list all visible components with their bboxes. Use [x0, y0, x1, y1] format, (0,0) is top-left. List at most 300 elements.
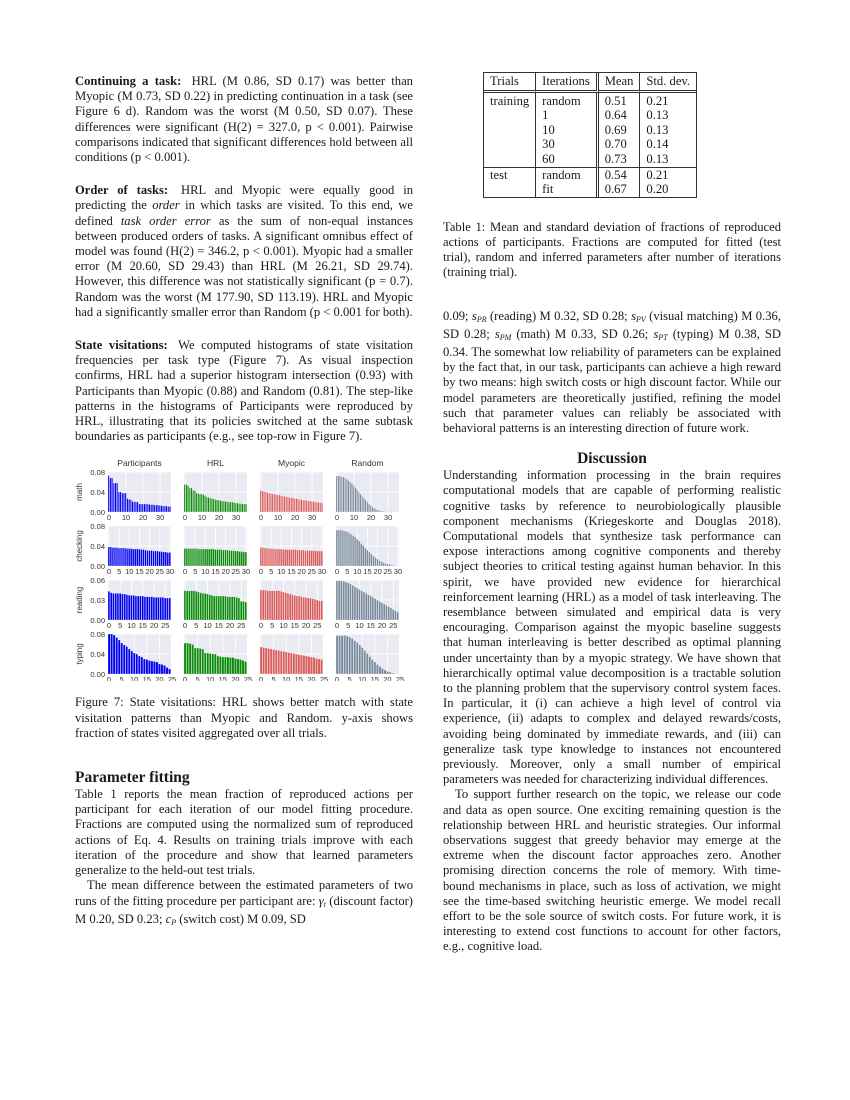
histogram-bar: [137, 502, 138, 512]
histogram-bar: [211, 499, 212, 513]
histogram-bar: [216, 500, 217, 512]
histogram-bar: [319, 551, 321, 566]
histogram-bar: [354, 641, 356, 675]
x-tick-label: 0: [182, 621, 188, 631]
x-tick-label: 20: [383, 675, 392, 682]
histogram-bar: [237, 551, 239, 566]
histogram-bar: [284, 497, 285, 513]
histogram-bar: [133, 596, 135, 621]
param-p2-text-b: (discount factor) M 0.20, SD 0.23;: [75, 893, 413, 926]
histogram-bar: [278, 651, 280, 675]
histogram-bar: [227, 657, 229, 674]
math-gamma: γ: [318, 893, 324, 908]
histogram-bar: [321, 551, 323, 566]
panel-typing-myopic: [259, 634, 328, 681]
x-tick-label: 25: [383, 567, 392, 577]
histogram-bar: [311, 502, 312, 513]
x-tick-label: 10: [201, 567, 210, 577]
histogram-bar: [151, 597, 153, 620]
histogram-bar: [356, 643, 358, 675]
x-tick-label: 0: [182, 567, 188, 577]
x-tick-label: 10: [203, 621, 212, 631]
histogram-bar: [313, 551, 315, 567]
histogram-bar: [368, 595, 370, 620]
histogram-bar: [279, 495, 280, 512]
histogram-bar: [118, 492, 119, 512]
histogram-bar: [387, 512, 388, 513]
x-tick-label: 30: [155, 513, 165, 523]
x-tick-label: 10: [206, 675, 215, 682]
x-tick-label: 0: [182, 513, 188, 523]
histogram-bar: [196, 549, 198, 567]
histogram-bar: [296, 596, 298, 620]
histogram-bar: [278, 591, 280, 620]
histogram-bar: [391, 565, 393, 566]
x-tick-label: 15: [363, 567, 372, 577]
histogram-bar: [232, 502, 233, 512]
histogram-bar: [189, 644, 191, 675]
histogram-bar: [163, 552, 165, 566]
histogram-bar: [282, 496, 283, 512]
histogram-bar: [262, 491, 263, 512]
x-tick-label: 30: [393, 567, 403, 577]
histogram-bar: [321, 503, 322, 512]
histogram-bar: [263, 492, 264, 513]
histogram-bar: [303, 550, 305, 566]
histogram-bar: [202, 549, 204, 566]
table-1: [483, 72, 697, 198]
histogram-bar: [215, 500, 216, 513]
histogram-bar: [133, 653, 135, 674]
histogram-bar: [207, 653, 209, 674]
histogram-bar: [305, 551, 307, 567]
x-tick-label: 20: [145, 567, 154, 577]
histogram-bar: [168, 669, 170, 674]
math-subscript-pr: PR: [476, 314, 487, 324]
histogram-bar: [223, 501, 224, 512]
histogram-bar: [372, 598, 374, 621]
histogram-bar: [299, 500, 300, 513]
table-row: [484, 137, 696, 152]
histogram-bar: [218, 500, 219, 512]
histogram-bar: [201, 494, 202, 512]
paragraph-order-of-tasks: [75, 183, 413, 320]
histogram-bar: [214, 654, 216, 674]
continuing-text: HRL (M 0.86, SD 0.17) was better than Myopic (M 0.73, SD 0.22) in predicting continuation in a task (see Figure 6 d). Random was the worst (M 0.50, SD 0.07). These differences were significant (H(2) = 327.0, p < 0.001). Pairwise comparisons indicated that significant differences hold between all conditions (p < 0.001).: [75, 74, 413, 165]
histogram-bar: [300, 655, 302, 674]
x-tick-label: 15: [142, 675, 151, 682]
histogram-bar: [313, 502, 314, 513]
histogram-bar: [359, 645, 361, 674]
histogram-bar: [202, 594, 204, 621]
histogram-bar: [197, 648, 199, 674]
histogram-bar: [287, 497, 288, 512]
histogram-bar: [199, 649, 201, 675]
histogram-bar: [199, 494, 200, 512]
histogram-bar: [146, 660, 148, 675]
histogram-bar: [204, 496, 205, 513]
histogram-bar: [369, 657, 371, 675]
histogram-bar: [384, 512, 385, 513]
table-row: [484, 182, 696, 197]
histogram-bar: [128, 596, 130, 621]
x-tick-label: 20: [290, 513, 300, 523]
histogram-bar: [184, 485, 185, 513]
cell-mean: 0.51: [599, 93, 641, 109]
histogram-bar: [285, 652, 287, 674]
header-trials: Trials: [484, 73, 536, 93]
x-tick-label: 0: [106, 567, 112, 577]
histogram-bar: [200, 593, 202, 620]
histogram-bar: [290, 550, 292, 567]
histogram-bar: [336, 636, 338, 675]
histogram-bar: [287, 594, 289, 621]
histogram-bar: [229, 658, 231, 675]
histogram-bar: [161, 665, 163, 675]
histogram-bar: [231, 551, 233, 567]
histogram-bar: [123, 493, 124, 512]
histogram-bar: [160, 598, 162, 621]
histogram-bar: [228, 502, 229, 512]
histogram-bar: [206, 549, 208, 566]
histogram-bar: [198, 549, 200, 566]
histogram-bar: [356, 539, 358, 566]
y-tick-label: 0.04: [90, 488, 105, 498]
y-tick-label: 0.03: [90, 596, 105, 606]
histogram-bar: [350, 584, 352, 620]
histogram-bar: [130, 549, 132, 567]
histogram-bar: [314, 502, 315, 512]
histogram-bar: [367, 502, 368, 512]
histogram-bar: [296, 499, 297, 513]
histogram-bar: [301, 500, 302, 513]
histogram-bar: [232, 658, 234, 675]
x-tick-label: 20: [373, 567, 382, 577]
histogram-bar: [381, 669, 383, 675]
histogram-bar: [309, 551, 311, 567]
histogram-bar: [345, 478, 346, 512]
histogram-bar: [368, 504, 369, 512]
histogram-bar: [336, 476, 337, 512]
histogram-bar: [318, 659, 320, 674]
histogram-bar: [317, 551, 319, 566]
figure-7: [75, 456, 413, 681]
histogram-bar: [186, 485, 187, 513]
histogram-bar: [267, 493, 268, 513]
x-tick-label: 25: [307, 567, 316, 577]
x-tick-label: 30: [317, 567, 327, 577]
histogram-bar: [340, 530, 342, 566]
histogram-bar: [144, 504, 145, 512]
histogram-bar: [196, 493, 197, 512]
histogram-bar: [352, 586, 354, 621]
histogram-bar: [138, 549, 140, 566]
histogram-bar: [385, 512, 386, 513]
histogram-bar: [386, 672, 388, 675]
histogram-bar: [217, 656, 219, 674]
histogram-bar: [235, 551, 237, 566]
histogram-bar: [371, 660, 373, 675]
histogram-bar: [381, 603, 383, 620]
x-tick-label: 10: [355, 621, 364, 631]
histogram-bar: [265, 648, 267, 674]
histogram-bar: [187, 486, 188, 513]
panel-typing-participants: [107, 634, 176, 681]
histogram-bar: [371, 554, 373, 566]
panel-typing-hrl: [183, 634, 252, 681]
histogram-bar: [223, 550, 225, 566]
histogram-bar: [385, 564, 387, 567]
histogram-bar: [353, 486, 354, 513]
histogram-bar: [274, 494, 275, 512]
histogram-bar: [140, 504, 141, 512]
histogram-bar: [238, 504, 239, 513]
histogram-bar: [189, 488, 190, 512]
x-tick-label: 0: [334, 621, 340, 631]
histogram-bar: [374, 599, 376, 620]
histogram-bar: [206, 497, 207, 512]
histogram-bar: [145, 550, 147, 566]
cell-sd: 0.21: [646, 93, 669, 108]
histogram-bar: [297, 550, 299, 566]
histogram-bar: [308, 657, 310, 675]
x-tick-label: 15: [211, 567, 220, 577]
histogram-bar: [233, 551, 235, 567]
histogram-bar: [111, 478, 112, 512]
x-tick-label: 5: [345, 567, 350, 577]
histogram-bar: [312, 599, 314, 620]
histogram-bar: [374, 662, 376, 674]
histogram-bar: [365, 500, 366, 512]
histogram-bar: [293, 550, 295, 567]
histogram-bar: [342, 531, 344, 567]
histogram-bar: [164, 506, 165, 512]
histogram-bar: [338, 530, 340, 566]
histogram-bar: [356, 490, 357, 513]
histogram-bar: [158, 598, 160, 621]
x-tick-label: 10: [353, 567, 362, 577]
histogram-bar: [203, 495, 204, 513]
histogram-bar: [341, 636, 343, 675]
x-tick-label: 5: [269, 567, 274, 577]
histogram-bar: [217, 550, 219, 567]
histogram-bar: [310, 598, 312, 620]
histogram-bar: [361, 648, 363, 675]
histogram-bar: [242, 661, 244, 675]
histogram-bar: [120, 492, 121, 512]
histogram-bar: [149, 551, 151, 567]
histogram-bar: [184, 591, 186, 620]
histogram-bar: [265, 590, 267, 620]
histogram-bar: [345, 582, 347, 620]
table-row: [484, 168, 696, 183]
histogram-bar: [243, 602, 245, 621]
histogram-bar: [364, 548, 366, 566]
histogram-bar: [394, 674, 396, 675]
panel-typing-random: [335, 634, 404, 681]
histogram-bar: [292, 498, 293, 512]
histogram-bar: [233, 503, 234, 513]
panel-reading-myopic: [259, 580, 323, 630]
reliability-text-d: (math) M 0.33, SD 0.26;: [511, 326, 654, 341]
histogram-bar: [294, 596, 296, 621]
histogram-bar: [290, 653, 292, 674]
histogram-bar: [241, 552, 243, 567]
histogram-bar: [275, 495, 276, 513]
histogram-bar: [122, 594, 124, 620]
histogram-bar: [214, 550, 216, 567]
y-tick-label: 0.08: [90, 522, 105, 532]
histogram-bar: [293, 654, 295, 675]
cell-trial: [484, 182, 536, 197]
histogram-bar: [193, 591, 195, 620]
histogram-bar: [216, 596, 218, 620]
histogram-bar: [346, 479, 347, 512]
cell-mean: 0.73: [599, 152, 641, 168]
cell-trial: test: [484, 168, 536, 183]
histogram-bar: [148, 661, 150, 675]
histogram-bar: [361, 591, 363, 620]
parameter-fitting-paragraph-1: Table 1 reports the mean fraction of reproduced actions per participant for each iteration of our model fitting procedure. Fractions are computed using the normalized sum of reproduced actions of Eq. 4. Results on training trials improve with each iteration of the procedure and show that learned parameters generalize to the held-out test trials.: [75, 787, 413, 878]
x-tick-label: 10: [127, 621, 136, 631]
order-emphasis-order: order: [152, 198, 180, 213]
histogram-bar: [370, 596, 372, 620]
histogram-bar: [220, 596, 222, 620]
discussion-paragraph-1: Understanding information processing in the brain requires computational models that are capable of performing realistic cognitive tasks by reference to neurobiologically plausible component mechanisms (Kriegeskorte and Douglas 2018). Computational models that synthesize task performance can expose interactions among cognitive components and thereby subject theories to critical testing against human behavior. In this spirit, we have provided new evidence for hierarchical reinforcement learning (HRL) as a model of task interleaving. The resemblance between simulated and empirical data is very encouraging. Comparison against the myopic baseline suggests that human interleaving is better described as optimal planning under uncertainty than by a myopic strategy. We have shown that hierarchically optimal value decomposition is a tractable solution to the planning problem that the supervisory control system faces. In particular, it (i) can achieve a high level of control via experience, (ii) adapts to complex and delayed rewards/costs, avoiding being dominated by immediate rewards, and (iii) can generalize task type knowledge to instances not encountered previously. Moreover, only a small number of empirical parameters was needed for characterizing individual differences.: [443, 468, 781, 787]
math-gamma-subscript: t: [323, 899, 326, 909]
histogram-bar: [152, 505, 153, 513]
histogram-bar: [239, 552, 241, 567]
histogram-bar: [139, 504, 140, 512]
histogram-bar: [386, 606, 388, 621]
math-s-pt: s: [653, 326, 659, 341]
histogram-bar: [119, 594, 121, 621]
header-mean: Mean: [599, 73, 641, 93]
histogram-bar: [237, 503, 238, 512]
histogram-bar: [270, 494, 271, 513]
histogram-bar: [108, 547, 110, 566]
histogram-bar: [135, 596, 137, 620]
x-tick-label: 0: [106, 621, 112, 631]
x-tick-label: 30: [165, 567, 175, 577]
y-tick-label: 0.08: [90, 630, 105, 640]
panel-checking-random: [335, 526, 402, 576]
column-title-hrl: HRL: [206, 458, 225, 469]
histogram-bar: [369, 552, 371, 566]
panel-checking-myopic: [259, 526, 326, 576]
histogram-bar: [222, 657, 224, 674]
x-tick-label: 25: [243, 675, 253, 682]
histogram-bar: [316, 600, 318, 620]
histogram-bar: [355, 488, 356, 513]
histogram-bar: [343, 477, 344, 512]
histogram-bar: [370, 506, 371, 513]
histogram-bar: [153, 662, 155, 675]
histogram-bar: [194, 648, 196, 674]
x-tick-label: 5: [119, 675, 124, 682]
cell-sd: 0.21: [646, 167, 669, 182]
histogram-bar: [268, 649, 270, 675]
panel-math-myopic: [259, 472, 323, 522]
histogram-bar: [295, 654, 297, 674]
histogram-bar: [288, 653, 290, 675]
histogram-bar: [143, 550, 145, 567]
histogram-bar: [359, 590, 361, 621]
x-tick-label: 15: [135, 567, 144, 577]
histogram-bar: [111, 634, 113, 674]
histogram-bar: [348, 481, 349, 513]
x-tick-label: 0: [258, 567, 264, 577]
histogram-bar: [131, 651, 133, 674]
histogram-bar: [265, 492, 266, 512]
histogram-bar: [245, 504, 246, 512]
histogram-bar: [299, 550, 301, 566]
histogram-bar: [285, 593, 287, 620]
histogram-bar: [159, 552, 161, 567]
runin-heading-continuing: Continuing a task:: [75, 74, 182, 88]
x-tick-label: 30: [231, 513, 241, 523]
x-tick-label: 20: [231, 675, 240, 682]
histogram-bar: [266, 548, 268, 566]
histogram-bar: [113, 594, 115, 621]
histogram-bar: [274, 549, 276, 566]
histogram-bar: [298, 655, 300, 675]
y-tick-label: 0.06: [90, 576, 105, 586]
histogram-bar: [116, 548, 118, 567]
x-tick-label: 0: [258, 675, 264, 682]
histogram-bar: [244, 504, 245, 512]
left-column: [75, 74, 413, 930]
reliability-text-a: 0.09;: [443, 308, 472, 323]
histogram-bar: [351, 484, 352, 513]
math-c: c: [165, 911, 172, 926]
x-tick-label: 20: [214, 513, 224, 523]
histogram-bar: [221, 501, 222, 512]
histogram-bar: [110, 547, 112, 566]
histogram-bar: [166, 506, 167, 512]
x-tick-label: 0: [106, 513, 112, 523]
order-text-2: in which tasks are visited. To this end, we defined: [75, 198, 413, 228]
histogram-bar: [147, 504, 148, 512]
histogram-bar: [132, 549, 134, 566]
histogram-bar: [162, 598, 164, 621]
histogram-bar: [303, 598, 305, 621]
histogram-bar: [153, 598, 155, 621]
histogram-bar: [336, 581, 338, 620]
x-tick-label: 15: [287, 567, 296, 577]
cell-mean: 0.64: [599, 108, 641, 123]
histogram-bar: [379, 561, 381, 567]
histogram-bar: [221, 550, 223, 567]
x-tick-label: 20: [155, 675, 164, 682]
histogram-bar: [134, 502, 135, 513]
x-tick-label: 15: [290, 621, 299, 631]
histogram-bar: [146, 597, 148, 620]
histogram-bar: [110, 593, 112, 620]
histogram-bar: [260, 491, 261, 513]
x-tick-label: 0: [334, 567, 340, 577]
y-tick-label: 0.00: [90, 508, 105, 518]
histogram-bar: [169, 553, 171, 567]
histogram-bar: [245, 552, 247, 566]
cell-mean: 0.70: [599, 137, 641, 152]
histogram-bar: [155, 551, 157, 566]
x-tick-label: 15: [218, 675, 227, 682]
histogram-bar: [304, 500, 305, 512]
header-std-dev: Std. dev.: [640, 73, 696, 93]
histogram-bar: [235, 503, 236, 512]
x-tick-label: 25: [319, 675, 329, 682]
